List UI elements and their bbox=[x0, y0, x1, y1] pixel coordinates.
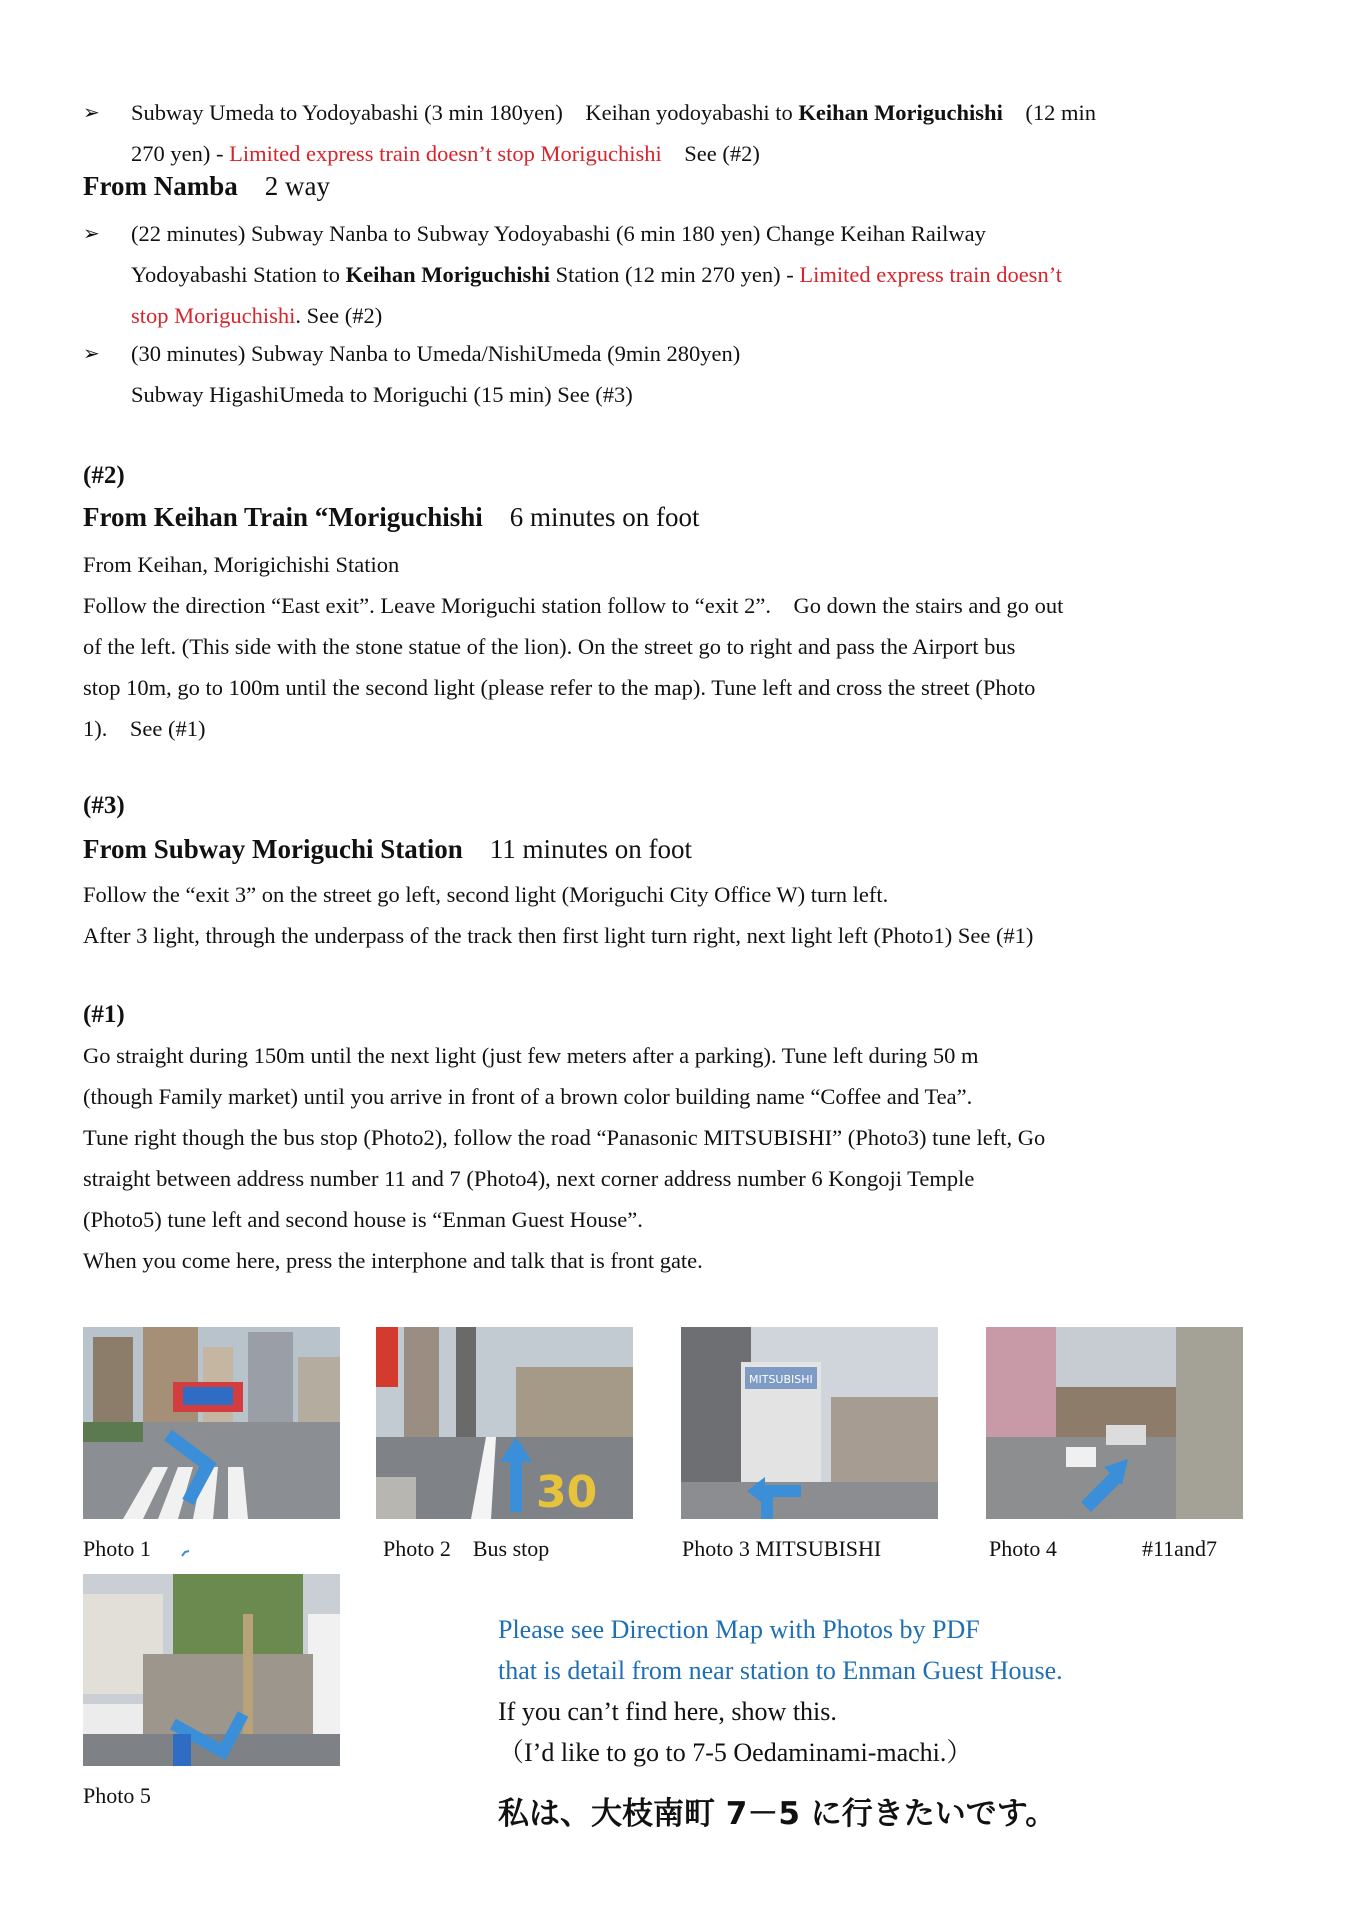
namba-heading: From Namba 2 way bbox=[83, 171, 330, 201]
final-directions bbox=[83, 1035, 1283, 1281]
photo-4-address-11-and-7 bbox=[986, 1327, 1243, 1519]
bullet-line: stop Moriguchishi. See (#2) bbox=[131, 303, 383, 328]
text-line: straight between address number 11 and 7 (Photo4), next corner address number 6 Kongoji Temple bbox=[83, 1166, 975, 1191]
svg-text:MITSUBISHI: MITSUBISHI bbox=[749, 1373, 813, 1386]
bullet-line: (30 minutes) Subway Nanba to Umeda/NishiUmeda (9min 280yen) bbox=[131, 341, 741, 366]
text-line: When you come here, press the interphone and talk that is front gate. bbox=[83, 1248, 703, 1273]
bullet-line: (22 minutes) Subway Nanba to Subway Yodoyabashi (6 min 180 yen) Change Keihan Railway bbox=[131, 221, 986, 246]
svg-text:30: 30 bbox=[536, 1467, 598, 1518]
photo-1-intersection bbox=[83, 1327, 340, 1519]
photo-3-caption: Photo 3 MITSUBISHI bbox=[682, 1536, 882, 1561]
text-line: After 3 light, through the underpass of the track then first light turn right, next light left (Photo1) See (#1) bbox=[83, 923, 1034, 948]
section-tag-3: (#3) bbox=[83, 792, 125, 819]
section-tag-1: (#1) bbox=[83, 1001, 125, 1028]
photo-4-caption: Photo 4 bbox=[989, 1536, 1057, 1561]
text-line: of the left. (This side with the stone statue of the lion). On the street go to right and pass the Airport bus bbox=[83, 634, 1016, 659]
photo-4-address-caption: #11and7 bbox=[1142, 1536, 1217, 1561]
photo-5-caption: Photo 5 bbox=[83, 1783, 151, 1808]
arrow-bullet-icon: ➢ bbox=[83, 223, 100, 245]
subway-heading: From Subway Moriguchi Station 11 minutes on foot bbox=[83, 834, 693, 864]
bullet-line: 270 yen) - Limited express train doesn’t stop Moriguchishi See (#2) bbox=[131, 141, 760, 166]
bullet-line: Subway HigashiUmeda to Moriguchi (15 min) See (#3) bbox=[131, 382, 633, 407]
keihan-heading: From Keihan Train “Moriguchishi 6 minutes on foot bbox=[83, 502, 700, 532]
show-this-line: If you can’t find here, show this. bbox=[498, 1697, 837, 1726]
text-line: (Photo5) tune left and second house is “Enman Guest House”. bbox=[83, 1207, 643, 1232]
text-line: Tune right though the bus stop (Photo2), follow the road “Panasonic MITSUBISHI” (Photo3) tune left, Go bbox=[83, 1125, 1046, 1150]
photo-1-caption: Photo 1 bbox=[83, 1536, 151, 1561]
arrow-bullet-icon: ➢ bbox=[83, 102, 100, 124]
text-line: stop 10m, go to 100m until the second light (please refer to the map). Tune left and cross the street (Photo bbox=[83, 675, 1036, 700]
text-line: (though Family market) until you arrive in front of a brown color building name “Coffee and Tea”. bbox=[83, 1084, 973, 1109]
subway-directions bbox=[83, 874, 1283, 956]
section-tag-2: (#2) bbox=[83, 462, 125, 489]
text-line: 1). See (#1) bbox=[83, 716, 206, 741]
address-english: （I’d like to go to 7-5 Oedaminami-machi.） bbox=[498, 1738, 973, 1767]
text-line: Follow the direction “East exit”. Leave Moriguchi station follow to “exit 2”. Go down the stairs and go out bbox=[83, 593, 1064, 618]
bullet-line: Yodoyabashi Station to Keihan Moriguchishi Station (12 min 270 yen) - Limited express train doesn’t bbox=[131, 262, 1063, 287]
arrow-bullet-icon: ➢ bbox=[83, 343, 100, 365]
text-line: Go straight during 150m until the next light (just few meters after a parking). Tune left during 50 m bbox=[83, 1043, 979, 1068]
photo-2-bus-stop bbox=[376, 1327, 633, 1519]
text-line: From Keihan, Morigichishi Station bbox=[83, 552, 400, 577]
address-japanese: 私は、大枝南町 7－5 に行きたいです。 bbox=[498, 1796, 1057, 1832]
pdf-note-line: that is detail from near station to Enman Guest House. bbox=[498, 1656, 1063, 1685]
pdf-note-line: Please see Direction Map with Photos by PDF bbox=[498, 1615, 980, 1644]
photo-3-mitsubishi bbox=[681, 1327, 938, 1519]
photo-5-kongoji-temple bbox=[83, 1574, 340, 1766]
keihan-directions bbox=[83, 544, 1283, 749]
bullet-line: Subway Umeda to Yodoyabashi (3 min 180yen) Keihan yodoyabashi to Keihan Moriguchishi (12 min bbox=[131, 100, 1096, 125]
pdf-note bbox=[498, 1609, 1298, 1773]
photo-2-caption: Photo 2 Bus stop bbox=[383, 1536, 550, 1561]
text-line: Follow the “exit 3” on the street go left, second light (Moriguchi City Office W) turn left. bbox=[83, 882, 889, 907]
small-arrow-icon bbox=[181, 1549, 190, 1557]
